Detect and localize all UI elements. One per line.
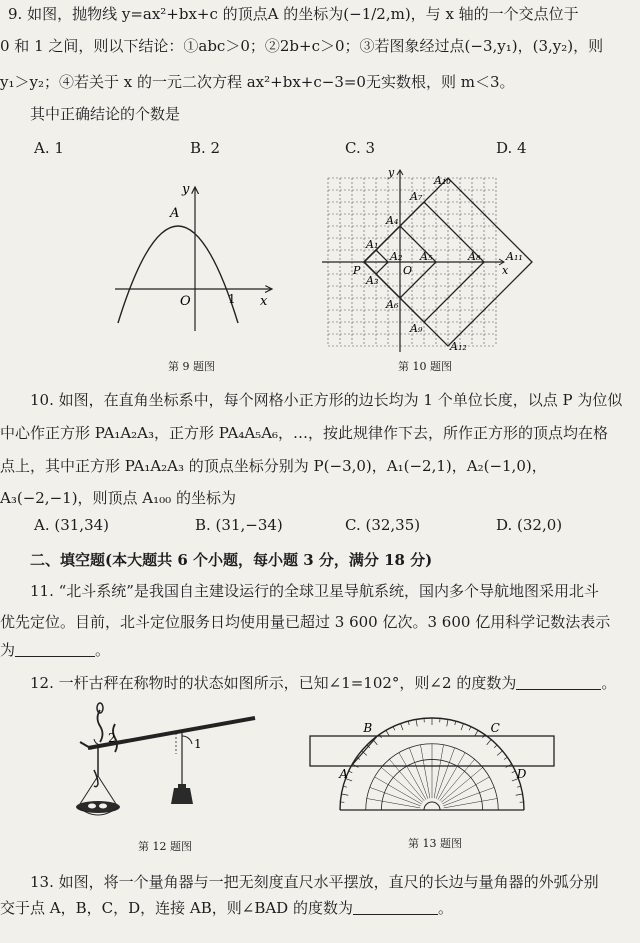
q9-option-c: C. 3 (345, 139, 376, 157)
q11-suffix: 。 (95, 641, 111, 659)
q10-label-p: P (353, 264, 361, 277)
q10-label-a7: A₇ (410, 190, 423, 203)
q12-text: 12. 一杆古秤在称物时的状态如图所示，已知∠1=102°，则∠2 的度数为 (30, 674, 517, 692)
q9-line-4: 其中正确结论的个数是 (30, 105, 181, 123)
q10-label-a4: A₄ (386, 214, 399, 227)
q13-segment-ab (351, 736, 377, 766)
q12-answer-blank[interactable] (516, 675, 601, 690)
q11-line-2: 优先定位。目前，北斗定位服务日均使用量已超过 3 600 亿次。3 600 亿用科学记数法表示 (0, 613, 611, 631)
q12-line-1 (30, 673, 616, 693)
q12-angle-2-label: 2 (108, 731, 116, 745)
q10-line-3: 点上，其中正方形 PA₁A₂A₃ 的顶点坐标分别为 P(−3,0)，A₁(−2,1)，A₂(−1,0)， (0, 457, 547, 475)
q9-origin-label: O (180, 294, 191, 309)
q10-label-a8: A₈ (468, 250, 481, 263)
q12-figure-caption: 第 12 题图 (138, 840, 192, 853)
q9-y-label: y (182, 182, 190, 197)
q10-label-a9: A₉ (410, 322, 423, 335)
q10-label-a10: A₁₀ (434, 174, 451, 187)
q10-label-a1: A₁ (366, 238, 379, 251)
q9-option-d: D. 4 (496, 139, 527, 157)
q10-label-a2: A₂ (390, 250, 403, 263)
q13-label-c: C (490, 721, 500, 735)
q10-grid-figure (318, 166, 523, 358)
q10-option-a: A. (31,34) (34, 516, 110, 534)
q9-option-a: A. 1 (34, 139, 64, 157)
q9-vertex-label: A (170, 206, 180, 221)
q12-steelyard-figure (70, 700, 270, 835)
q13-line-1: 13. 如图，将一个量角器与一把无刻度直尺水平摆放，直尺的长边与量角器的外弧分别 (30, 873, 599, 891)
section-2-heading: 二、填空题(本大题共 6 个小题，每小题 3 分，满分 18 分) (30, 551, 433, 569)
q10-label-y: y (388, 166, 395, 179)
q13-line-2 (0, 898, 453, 918)
q9-parabola-figure (110, 175, 280, 345)
q10-label-a11: A₁₁ (506, 250, 523, 263)
q10-line-4: A₃(−2,−1)，则顶点 A₁₀₀ 的坐标为 (0, 489, 236, 507)
q12-angle-1-label: 1 (194, 737, 202, 751)
q10-option-c: C. (32,35) (345, 516, 421, 534)
q10-figure-caption: 第 10 题图 (398, 360, 452, 373)
q10-label-a12: A₁₂ (450, 340, 467, 353)
q11-prefix: 为 (0, 641, 16, 659)
q9-one-label: 1 (228, 292, 236, 306)
q9-line-1: 9. 如图，抛物线 y=ax²+bx+c 的顶点A 的坐标为(−1/2,m)，与 x 轴的一个交点位于 (8, 5, 579, 23)
q13-label-d: D (516, 767, 527, 781)
q11-line-1: 11. “北斗系统”是我国自主建设运行的全球卫星导航系统，国内多个导航地图采用北斗 (30, 582, 599, 600)
q9-figure-caption: 第 9 题图 (168, 360, 215, 373)
q10-label-x: x (502, 264, 509, 277)
q10-label-a5: A₅ (420, 250, 433, 263)
q9-option-b: B. 2 (190, 139, 221, 157)
q9-x-label: x (260, 294, 268, 309)
q9-line-3: y₁＞y₂；④若关于 x 的一元二次方程 ax²+bx+c−3=0无实数根，则 m＜3。 (0, 73, 515, 91)
q11-line-3 (0, 640, 110, 660)
q10-option-d: D. (32,0) (496, 516, 563, 534)
q11-answer-blank[interactable] (15, 642, 95, 657)
q13-text: 交于点 A，B，C，D，连接 AB，则∠BAD 的度数为 (0, 899, 353, 917)
q13-figure-caption: 第 13 题图 (408, 837, 462, 850)
q10-option-b: B. (31,−34) (195, 516, 283, 534)
q13-label-b: B (363, 721, 373, 735)
q10-label-a6: A₆ (386, 298, 399, 311)
q13-label-a: A (339, 767, 348, 781)
q9-line-2: 0 和 1 之间，则以下结论：①abc＞0；②2b+c＞0；③若图象经过点(−3,y₁)，(3,y₂)，则 (0, 37, 604, 55)
q10-label-a3: A₃ (366, 274, 379, 287)
q13-answer-blank[interactable] (353, 900, 438, 915)
q10-line-2: 中心作正方形 PA₁A₂A₃，正方形 PA₄A₅A₆，…，按此规律作下去，所作正方形的顶点均在格 (0, 424, 609, 442)
q13-suffix: 。 (437, 899, 453, 917)
q12-suffix: 。 (601, 674, 617, 692)
q13-protractor-figure (306, 714, 558, 824)
q10-label-o: O (403, 264, 413, 277)
q10-line-1: 10. 如图，在直角坐标系中，每个网格小正方形的边长均为 1 个单位长度，以点 P 为位似 (30, 391, 623, 409)
